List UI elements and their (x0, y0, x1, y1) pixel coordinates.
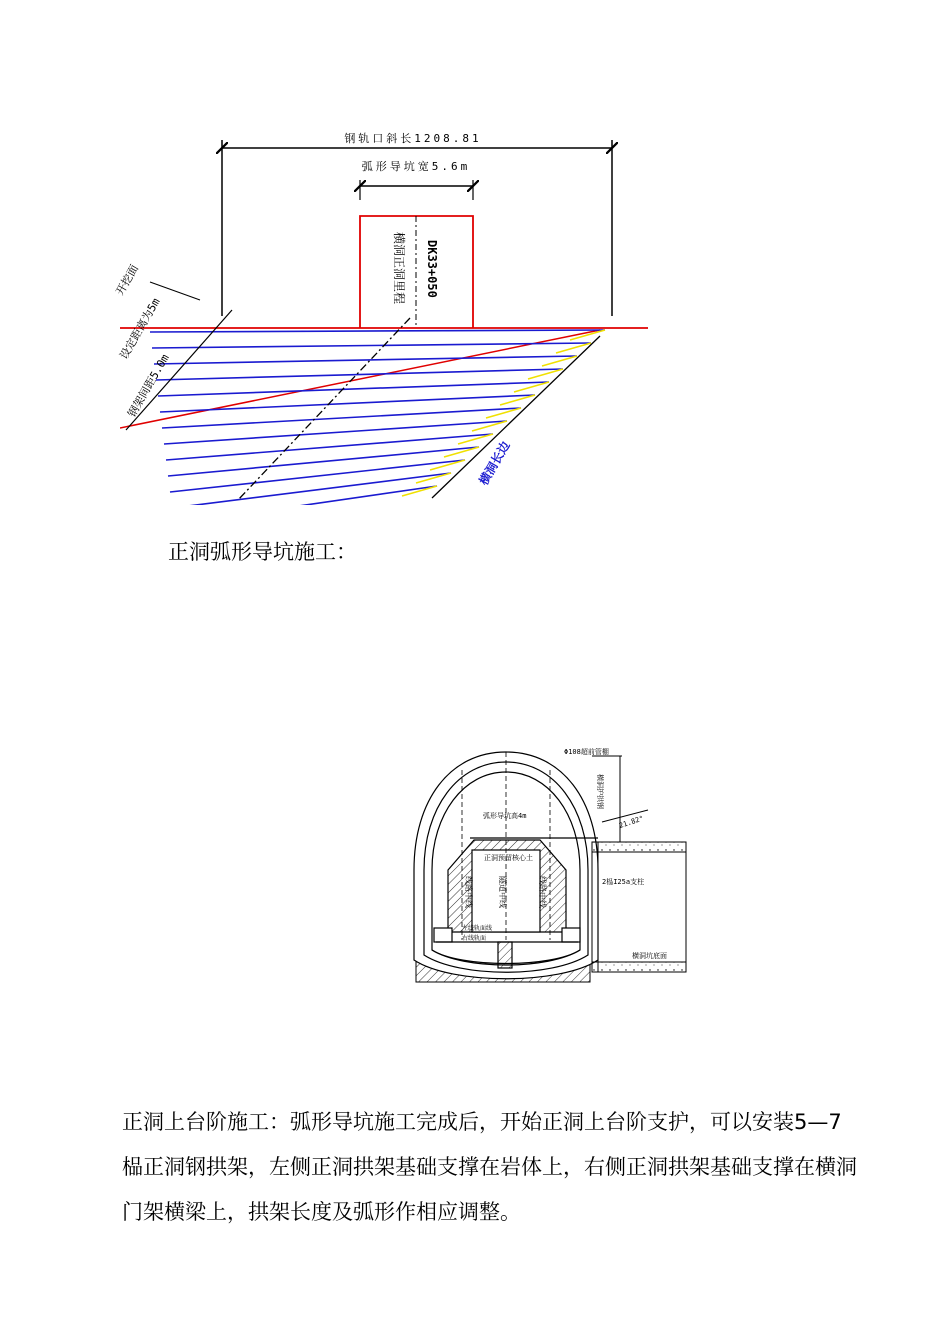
cross-passage (592, 756, 686, 972)
left-label-2: 设定距离为5m (117, 295, 163, 362)
guide-width-label: 弧形导坑宽5.6m (361, 160, 471, 173)
col3-label: 线路中线 (538, 876, 547, 908)
col1-label: 线路中线 (464, 876, 473, 908)
guide-height-label: 弧形导坑高4m (483, 812, 527, 820)
top-note: Φ108超前管棚 (564, 748, 609, 756)
left-label-3: 钢架间距5.0m (125, 351, 172, 420)
core-note: 正洞预留核心土 (484, 854, 533, 862)
section-caption: 正洞弧形导坑施工： (168, 540, 357, 564)
foot-note-1: 左线轨面线 (462, 925, 493, 932)
foot-note-2: 右线轨面 (462, 935, 487, 942)
angle-note: 21.82° (618, 814, 645, 830)
body-paragraph: 正洞上台阶施工：弧形导坑施工完成后，开始正洞上台阶支护，可以安装5—7榀正洞钢拱架，左侧正洞拱架基础支撑在岩体上，右侧正洞拱架基础支撑在横洞门架横梁上，拱架长度及弧形作相应调整。 (122, 1110, 857, 1224)
right-label: 横洞长边 (476, 438, 513, 488)
mileage-label: 横洞正洞里程 (392, 232, 406, 305)
left-label-1: 开挖面 (113, 262, 142, 298)
mileage-value: DK33+050 (425, 240, 439, 298)
side-note: 横洞护拱钢 (596, 774, 604, 809)
col2-label: 隧道中线 (498, 876, 507, 908)
steel-note: 2榀I25a支柱 (602, 878, 645, 886)
bottom-note: 横洞坑底面 (632, 952, 667, 960)
top-dimension-label: 钢轨口斜长1208.81 (344, 132, 482, 145)
